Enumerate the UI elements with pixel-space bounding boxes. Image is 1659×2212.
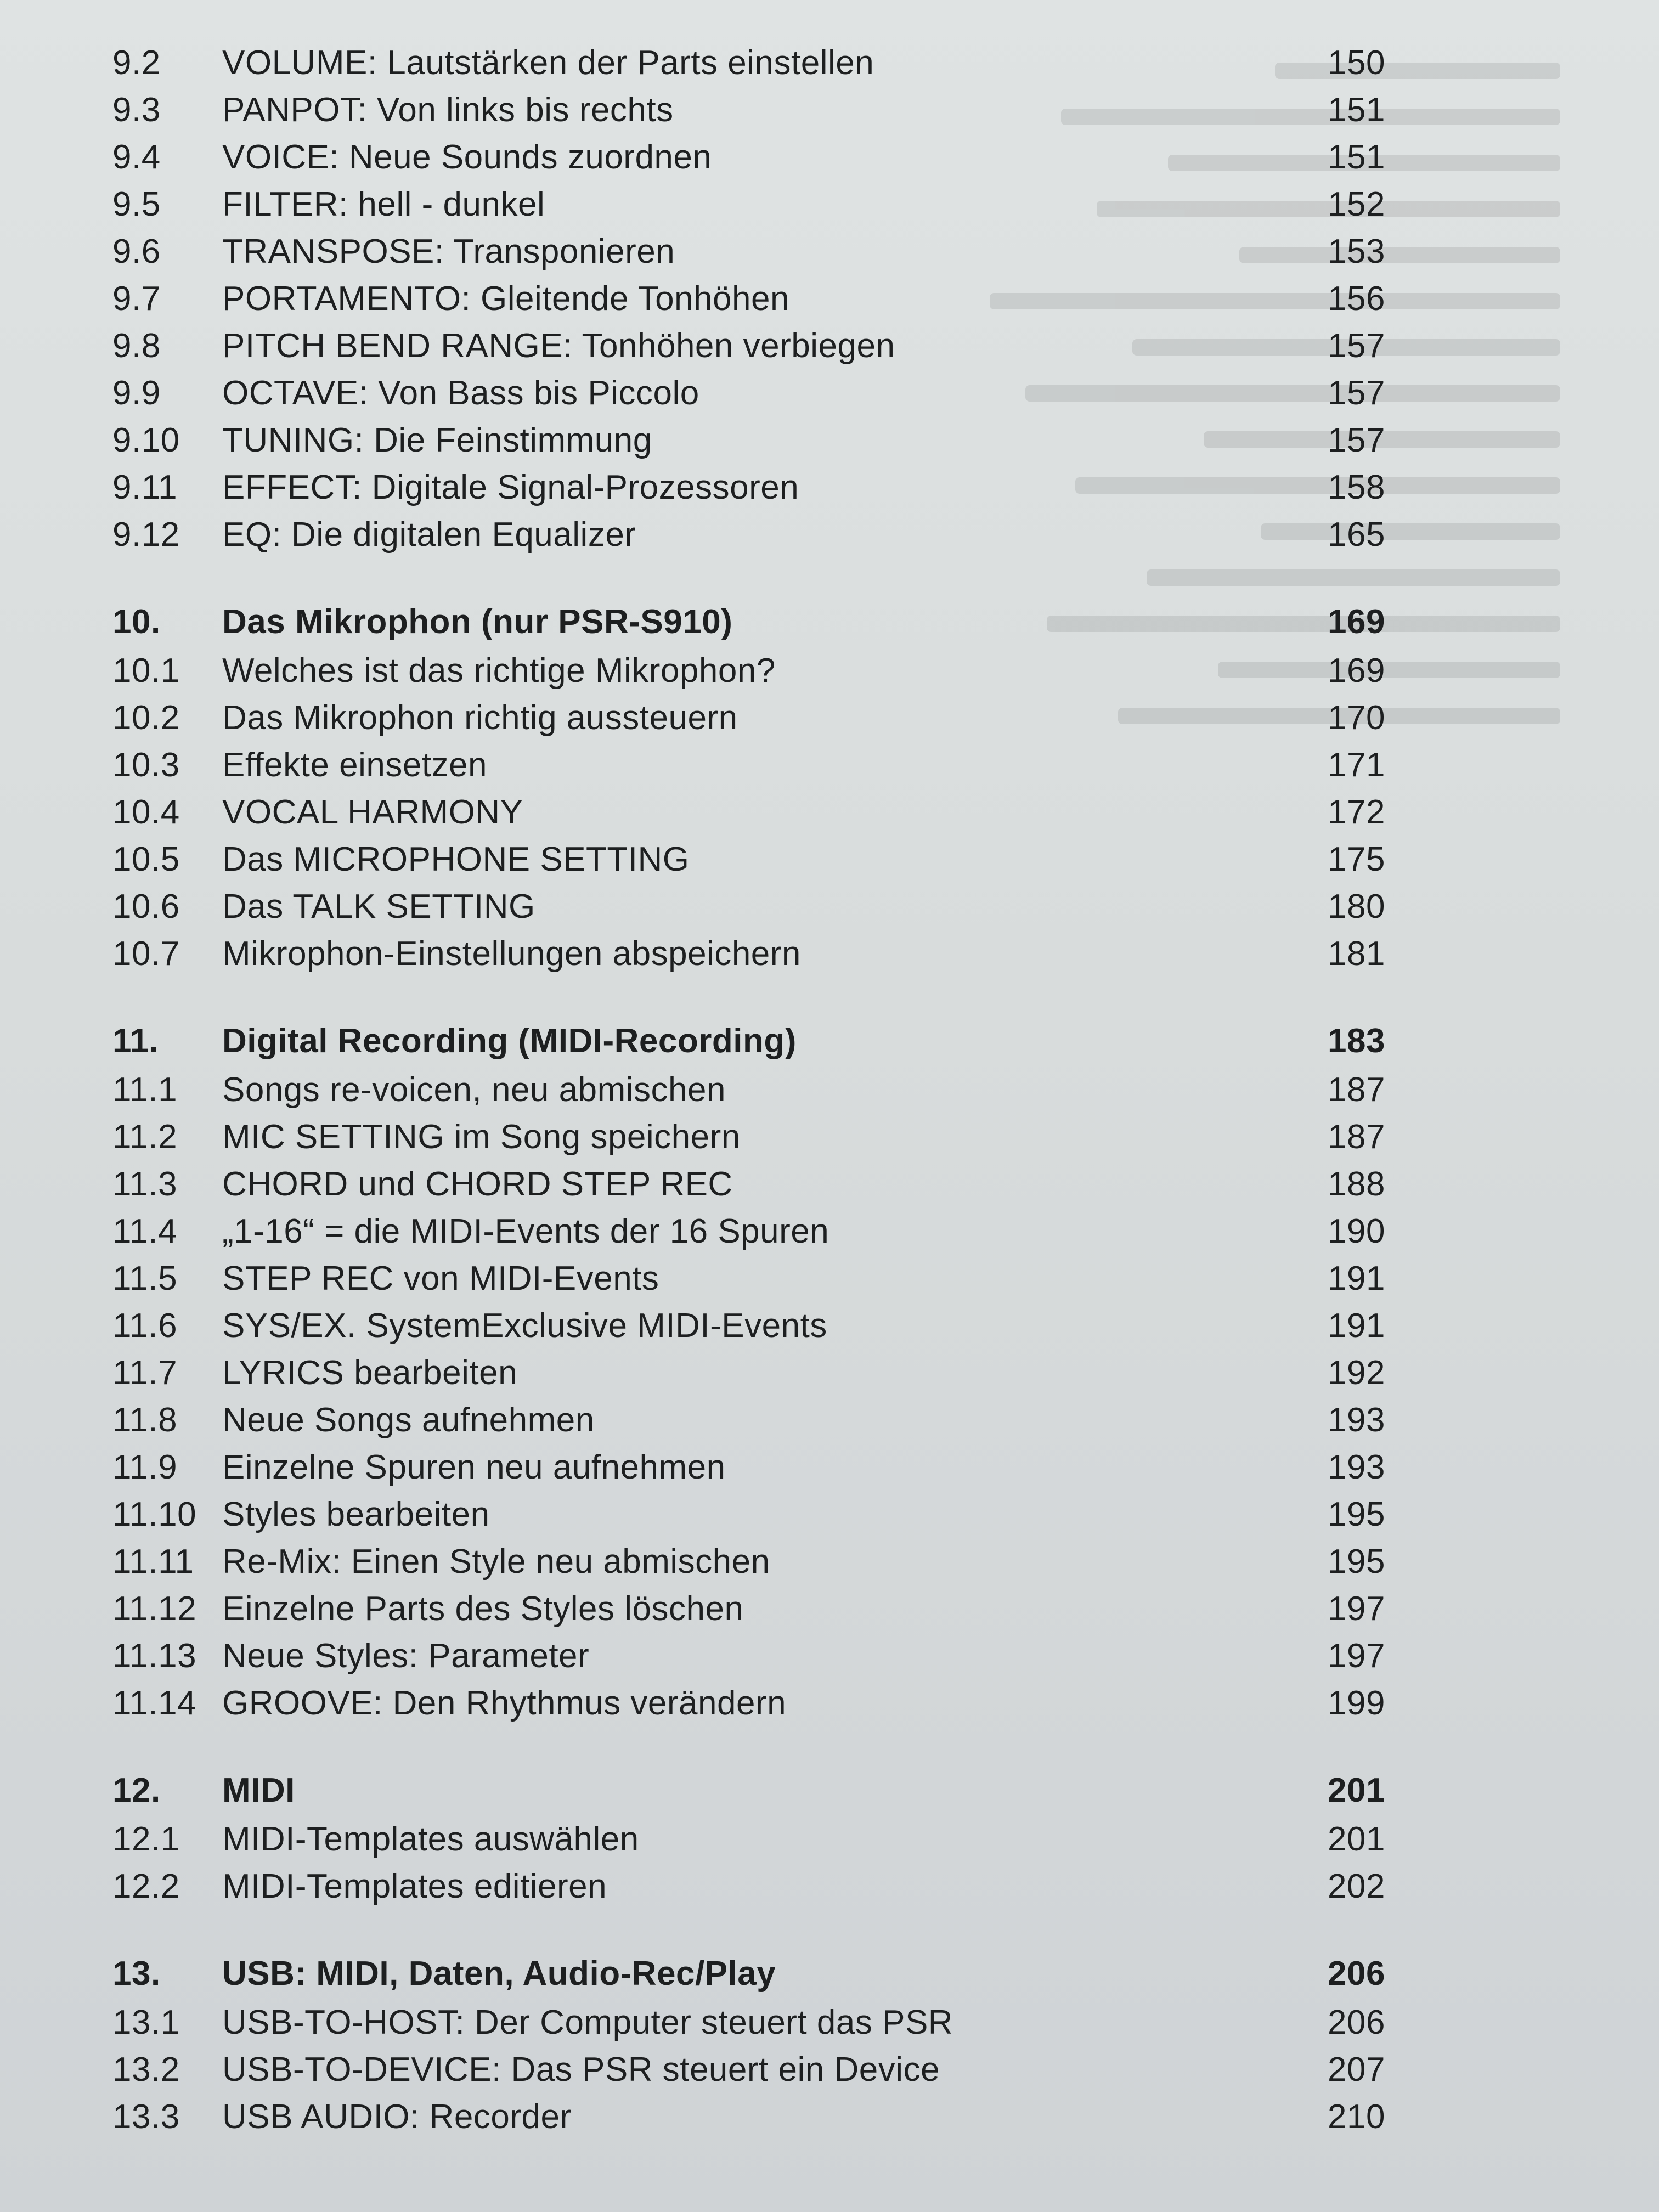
entry-title: USB AUDIO: Recorder <box>222 2098 572 2136</box>
toc-entry <box>112 1397 1385 1444</box>
entry-page-number: 187 <box>1328 1071 1385 1109</box>
entry-page-number: 197 <box>1328 1590 1385 1628</box>
entry-page-number: 165 <box>1328 516 1385 554</box>
entry-page-number: 201 <box>1328 1820 1385 1858</box>
entry-number: 11.2 <box>112 1118 178 1156</box>
entry-number: 9.10 <box>112 421 180 459</box>
entry-number: 11. <box>112 1022 159 1060</box>
toc-entry <box>112 1680 1385 1727</box>
entry-page-number: 153 <box>1328 233 1385 270</box>
entry-page-number: 181 <box>1328 935 1385 973</box>
toc-chapter-heading <box>112 597 1385 647</box>
toc-entry <box>112 836 1385 883</box>
entry-page-number: 171 <box>1328 746 1385 784</box>
entry-title: PITCH BEND RANGE: Tonhöhen verbiegen <box>222 327 895 365</box>
toc-entry <box>112 789 1385 836</box>
entry-number: 11.7 <box>112 1354 178 1392</box>
entry-number: 10.5 <box>112 840 180 878</box>
entry-page-number: 195 <box>1328 1543 1385 1581</box>
toc-section <box>112 1016 1385 1727</box>
toc-section <box>112 597 1385 978</box>
entry-title: Das Mikrophon (nur PSR-S910) <box>222 603 733 641</box>
entry-title: Mikrophon-Einstellungen abspeichern <box>222 935 801 973</box>
entry-title: Re-Mix: Einen Style neu abmischen <box>222 1543 770 1581</box>
entry-page-number: 187 <box>1328 1118 1385 1156</box>
toc-entry <box>112 370 1385 417</box>
toc-entry <box>112 134 1385 181</box>
entry-page-number: 193 <box>1328 1448 1385 1486</box>
entry-number: 11.14 <box>112 1684 197 1722</box>
entry-number: 10.6 <box>112 888 180 926</box>
entry-page-number: 192 <box>1328 1354 1385 1392</box>
entry-number: 12. <box>112 1771 161 1809</box>
entry-page-number: 157 <box>1328 327 1385 365</box>
entry-page-number: 199 <box>1328 1684 1385 1722</box>
entry-number: 13.1 <box>112 2004 180 2041</box>
entry-title: PANPOT: Von links bis rechts <box>222 91 674 129</box>
toc-entry <box>112 1863 1385 1910</box>
entry-number: 11.13 <box>112 1637 197 1675</box>
entry-title: Welches ist das richtige Mikrophon? <box>222 652 776 690</box>
entry-number: 11.10 <box>112 1496 197 1533</box>
entry-number: 13.3 <box>112 2098 180 2136</box>
entry-page-number: 150 <box>1328 44 1385 82</box>
toc-entry <box>112 1066 1385 1114</box>
toc-chapter-heading <box>112 1949 1385 1999</box>
toc-entry <box>112 647 1385 695</box>
entry-number: 9.11 <box>112 469 178 506</box>
entry-page-number: 193 <box>1328 1401 1385 1439</box>
entry-page-number: 157 <box>1328 421 1385 459</box>
entry-number: 9.8 <box>112 327 161 365</box>
entry-number: 10.4 <box>112 793 180 831</box>
toc-entry <box>112 1208 1385 1255</box>
toc-entry <box>112 275 1385 323</box>
entry-number: 10.1 <box>112 652 180 690</box>
entry-page-number: 172 <box>1328 793 1385 831</box>
entry-title: CHORD und CHORD STEP REC <box>222 1165 733 1203</box>
entry-title: Styles bearbeiten <box>222 1496 490 1533</box>
entry-number: 9.12 <box>112 516 180 554</box>
toc-entry <box>112 1816 1385 1863</box>
entry-number: 10.2 <box>112 699 180 737</box>
toc-entry <box>112 1161 1385 1208</box>
entry-title: USB-TO-DEVICE: Das PSR steuert ein Device <box>222 2051 940 2089</box>
entry-number: 10.3 <box>112 746 180 784</box>
entry-title: LYRICS bearbeiten <box>222 1354 518 1392</box>
entry-number: 9.9 <box>112 374 161 412</box>
toc-chapter-heading <box>112 1765 1385 1816</box>
toc-entry <box>112 1999 1385 2046</box>
entry-number: 9.5 <box>112 185 161 223</box>
entry-number: 11.3 <box>112 1165 178 1203</box>
toc-entry <box>112 464 1385 511</box>
entry-title: GROOVE: Den Rhythmus verändern <box>222 1684 787 1722</box>
entry-title: MIDI-Templates editieren <box>222 1867 607 1905</box>
entry-number: 11.11 <box>112 1543 194 1581</box>
entry-page-number: 183 <box>1328 1022 1385 1060</box>
entry-page-number: 156 <box>1328 280 1385 318</box>
entry-title: MIDI <box>222 1771 295 1809</box>
entry-page-number: 157 <box>1328 374 1385 412</box>
toc-entry <box>112 2046 1385 2094</box>
toc-entry <box>112 742 1385 789</box>
toc-entry <box>112 1491 1385 1538</box>
entry-page-number: 188 <box>1328 1165 1385 1203</box>
entry-title: OCTAVE: Von Bass bis Piccolo <box>222 374 699 412</box>
entry-number: 10.7 <box>112 935 180 973</box>
entry-page-number: 151 <box>1328 138 1385 176</box>
entry-page-number: 169 <box>1328 603 1385 641</box>
toc-entry <box>112 1255 1385 1302</box>
entry-page-number: 151 <box>1328 91 1385 129</box>
table-of-contents <box>112 40 1385 2179</box>
entry-number: 13.2 <box>112 2051 180 2089</box>
toc-section <box>112 40 1385 558</box>
entry-number: 12.1 <box>112 1820 180 1858</box>
entry-number: 11.12 <box>112 1590 197 1628</box>
toc-entry <box>112 1585 1385 1633</box>
toc-chapter-heading <box>112 1016 1385 1066</box>
toc-entry <box>112 2094 1385 2141</box>
entry-title: MIDI-Templates auswählen <box>222 1820 639 1858</box>
toc-entry <box>112 228 1385 275</box>
entry-title: TUNING: Die Feinstimmung <box>222 421 652 459</box>
entry-page-number: 201 <box>1328 1771 1385 1809</box>
entry-title: VOLUME: Lautstärken der Parts einstellen <box>222 44 874 82</box>
toc-entry <box>112 1350 1385 1397</box>
entry-number: 11.5 <box>112 1260 178 1297</box>
entry-page-number: 170 <box>1328 699 1385 737</box>
entry-page-number: 191 <box>1328 1260 1385 1297</box>
entry-page-number: 207 <box>1328 2051 1385 2089</box>
entry-title: USB-TO-HOST: Der Computer steuert das PSR <box>222 2004 953 2041</box>
entry-number: 13. <box>112 1955 161 1993</box>
entry-title: Digital Recording (MIDI-Recording) <box>222 1022 797 1060</box>
entry-title: Songs re-voicen, neu abmischen <box>222 1071 726 1109</box>
toc-section <box>112 1949 1385 2141</box>
entry-title: Einzelne Parts des Styles löschen <box>222 1590 744 1628</box>
entry-page-number: 197 <box>1328 1637 1385 1675</box>
entry-page-number: 210 <box>1328 2098 1385 2136</box>
entry-title: MIC SETTING im Song speichern <box>222 1118 741 1156</box>
toc-entry <box>112 417 1385 464</box>
toc-entry <box>112 323 1385 370</box>
entry-number: 9.3 <box>112 91 161 129</box>
entry-title: „1-16“ = die MIDI-Events der 16 Spuren <box>222 1212 830 1250</box>
entry-page-number: 202 <box>1328 1867 1385 1905</box>
entry-number: 9.2 <box>112 44 161 82</box>
entry-title: EFFECT: Digitale Signal-Prozessoren <box>222 469 799 506</box>
toc-entry <box>112 1633 1385 1680</box>
entry-page-number: 175 <box>1328 840 1385 878</box>
entry-title: FILTER: hell - dunkel <box>222 185 545 223</box>
entry-page-number: 152 <box>1328 185 1385 223</box>
entry-page-number: 190 <box>1328 1212 1385 1250</box>
entry-number: 9.4 <box>112 138 161 176</box>
entry-page-number: 158 <box>1328 469 1385 506</box>
entry-number: 9.7 <box>112 280 161 318</box>
toc-entry <box>112 181 1385 228</box>
entry-number: 9.6 <box>112 233 161 270</box>
entry-title: Das TALK SETTING <box>222 888 535 926</box>
entry-page-number: 169 <box>1328 652 1385 690</box>
entry-title: PORTAMENTO: Gleitende Tonhöhen <box>222 280 789 318</box>
entry-title: Das Mikrophon richtig aussteuern <box>222 699 738 737</box>
toc-entry <box>112 1444 1385 1491</box>
entry-title: VOCAL HARMONY <box>222 793 523 831</box>
entry-number: 11.1 <box>112 1071 178 1109</box>
toc-entry <box>112 1302 1385 1350</box>
entry-page-number: 195 <box>1328 1496 1385 1533</box>
entry-number: 11.8 <box>112 1401 178 1439</box>
toc-entry <box>112 87 1385 134</box>
toc-entry <box>112 883 1385 930</box>
entry-title: STEP REC von MIDI-Events <box>222 1260 659 1297</box>
entry-title: TRANSPOSE: Transponieren <box>222 233 675 270</box>
entry-title: Effekte einsetzen <box>222 746 488 784</box>
entry-title: Neue Styles: Parameter <box>222 1637 590 1675</box>
toc-entry <box>112 930 1385 978</box>
entry-title: SYS/EX. SystemExclusive MIDI-Events <box>222 1307 827 1345</box>
entry-title: EQ: Die digitalen Equalizer <box>222 516 636 554</box>
toc-entry <box>112 1538 1385 1585</box>
toc-entry <box>112 695 1385 742</box>
entry-number: 11.4 <box>112 1212 178 1250</box>
entry-title: VOICE: Neue Sounds zuordnen <box>222 138 712 176</box>
entry-page-number: 206 <box>1328 1955 1385 1993</box>
entry-page-number: 206 <box>1328 2004 1385 2041</box>
toc-entry <box>112 511 1385 558</box>
entry-number: 10. <box>112 603 161 641</box>
entry-title: USB: MIDI, Daten, Audio-Rec/Play <box>222 1955 776 1993</box>
toc-entry <box>112 1114 1385 1161</box>
entry-title: Neue Songs aufnehmen <box>222 1401 595 1439</box>
entry-page-number: 180 <box>1328 888 1385 926</box>
entry-number: 11.9 <box>112 1448 178 1486</box>
entry-page-number: 191 <box>1328 1307 1385 1345</box>
entry-title: Das MICROPHONE SETTING <box>222 840 690 878</box>
toc-section <box>112 1765 1385 1910</box>
entry-number: 12.2 <box>112 1867 180 1905</box>
entry-number: 11.6 <box>112 1307 178 1345</box>
toc-entry <box>112 40 1385 87</box>
entry-title: Einzelne Spuren neu aufnehmen <box>222 1448 726 1486</box>
